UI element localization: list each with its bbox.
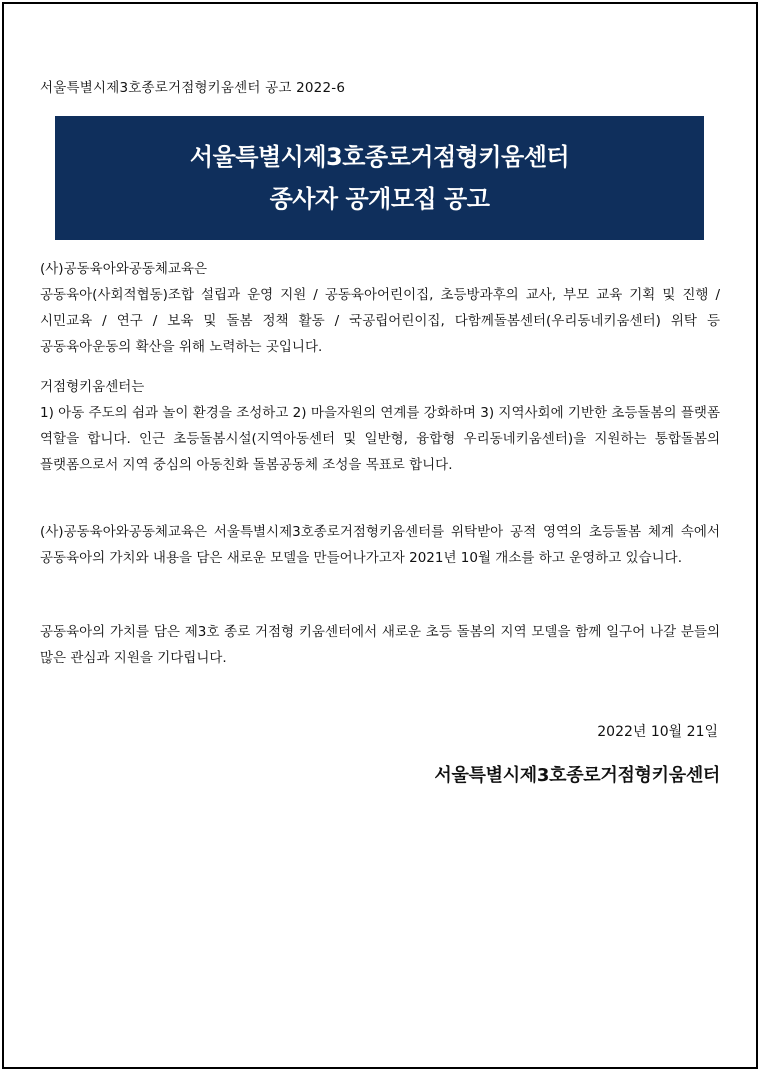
title-line-2: 종사자 공개모집 공고 — [269, 185, 490, 213]
paragraph-body: 1) 아동 주도의 쉼과 놀이 환경을 조성하고 2) 마을자원의 연계를 강화하며 3) 지역사회에 기반한 초등돌봄의 플랫폼 역할을 합니다. 인근 초등돌봄시설(지역아동센터 및 일반형, 융합형 우리동네키움센터)을 지원하는 통합돌봄의 플랫폼으로서 지역 중심의 아동친화 돌봄공동체 조성을 목표로 합니다. — [40, 405, 720, 473]
paragraph-body: 공동육아의 가치를 담은 제3호 종로 거점형 키움센터에서 새로운 초등 돌봄의 지역 모델을 함께 일구어 나갈 분들의 많은 관심과 지원을 기다립니다. — [40, 624, 720, 666]
organization-signature: 서울특별시제3호종로거점형키움센터 — [434, 765, 720, 786]
title-line-1: 서울특별시제3호종로거점형키움센터 — [189, 143, 570, 171]
notice-date: 2022년 10월 21일 — [597, 724, 718, 740]
paragraph-heading: (사)공동육아와공동체교육은 — [40, 261, 208, 277]
paragraph-body: 공동육아(사회적협동)조합 설립과 운영 지원 / 공동육아어린이집, 초등방과후의 교사, 부모 교육 기획 및 진행 / 시민교육 / 연구 / 보육 및 돌봄 정책 활동 / 국공립어린이집, 다함께돌봄센터(우리동네키움센터) 위탁 등 공동육아운동의 확산을 위해 노력하는 곳입니다. — [40, 287, 720, 355]
paragraph-invitation — [40, 619, 720, 671]
notice-number: 서울특별시제3호종로거점형키움센터 공고 2022-6 — [40, 80, 346, 96]
paragraph-body: (사)공동육아와공동체교육은 서울특별시제3호종로거점형키움센터를 위탁받아 공적 영역의 초등돌봄 체계 속에서 공동육아의 가치와 내용을 담은 새로운 모델을 만들어나가고자 2021년 10월 개소를 하고 운영하고 있습니다. — [40, 524, 720, 566]
paragraph-operation — [40, 519, 720, 571]
paragraph-organization-intro — [40, 256, 720, 360]
title-banner — [55, 116, 704, 240]
paragraph-heading: 거점형키움센터는 — [40, 379, 145, 395]
paragraph-center-intro — [40, 374, 720, 478]
